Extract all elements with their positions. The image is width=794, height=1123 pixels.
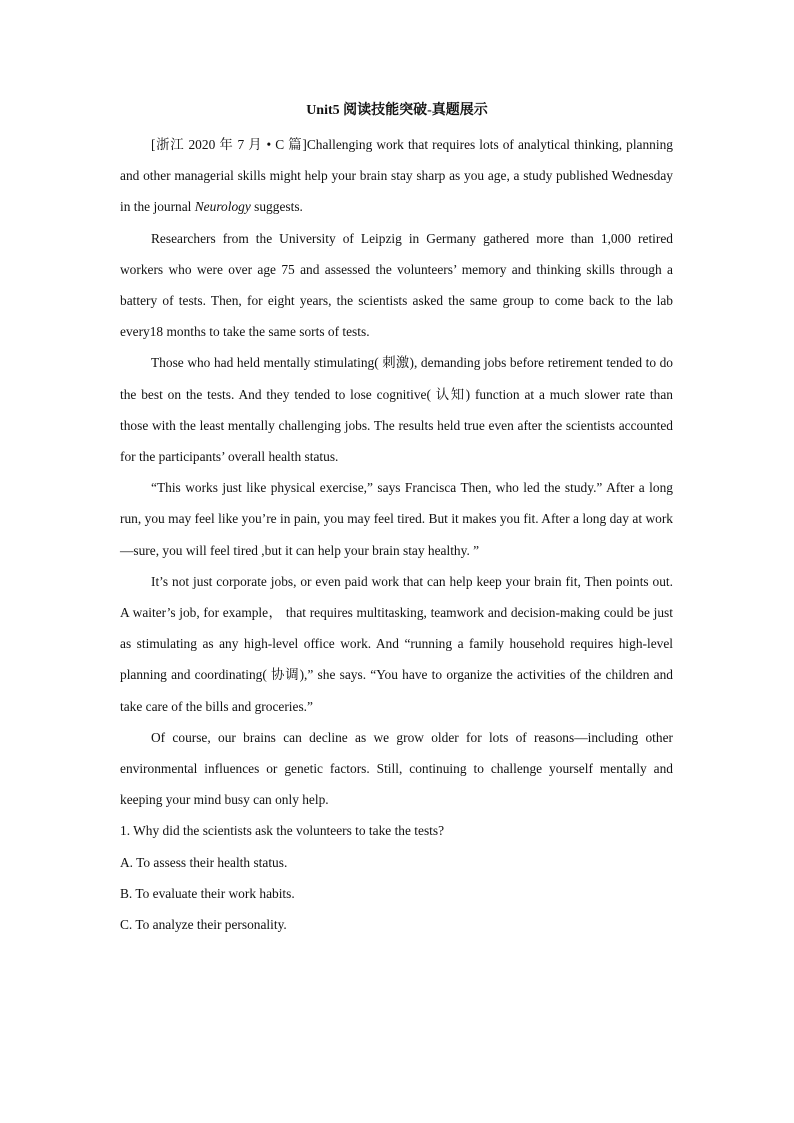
paragraph-5: It’s not just corporate jobs, or even paid work that can help keep your brain fit, Then points out. A waiter’s job, for example， that requires multitasking, teamwork and decision-making could be just as stimulating as any high-level office work. And “running a family household requires high-level planning and coordinating( 协调),” she says. “You have to organize the activities of the children and take care of the bills and groceries.”: [120, 573, 673, 714]
page-title: Unit5 阅读技能突破-真题展示: [306, 103, 488, 118]
question-stem: 1. Why did the scientists ask the volunteers to take the tests?: [120, 823, 445, 839]
paragraph-1-end: suggests.: [250, 199, 303, 215]
paragraph-1-intro: [浙江 2020 年 7 月 • C 篇]Challenging work that requires lots of analytical thinking, planning and other managerial skills might help your brain stay sharp as you age, a study published Wednesday in the journal: [120, 137, 673, 215]
paragraph-1: [120, 129, 673, 223]
passage-body: [120, 129, 673, 940]
paragraph-6: Of course, our brains can decline as we grow older for lots of reasons—including other environmental influences or genetic factors. Still, continuing to challenge yourself mentally and keeping your mind busy can only help.: [120, 729, 673, 808]
option-b: B. To evaluate their work habits.: [120, 885, 295, 901]
option-a: A. To assess their health status.: [120, 854, 288, 870]
option-c: C. To analyze their personality.: [120, 917, 287, 933]
paragraph-3: Those who had held mentally stimulating( 刺激), demanding jobs before retirement tended to do the best on the tests. And they tended to lose cognitive( 认知) function at a much slower rate than those with the least mentally challenging jobs. The results held true even after the scientists accounted for the participants’ overall health status.: [120, 355, 673, 465]
paragraph-4: “This works just like physical exercise,” says Francisca Then, who led the study.” After a long run, you may feel like you’re in pain, you may feel tired. But it makes you fit. After a long day at work—sure, you will feel tired ,but it can help your brain stay healthy. ”: [120, 480, 673, 558]
paragraph-2: Researchers from the University of Leipzig in Germany gathered more than 1,000 retired workers who were over age 75 and assessed the volunteers’ memory and thinking skills through a battery of tests. Then, for eight years, the scientists asked the same group to come back to the lab every18 months to take the same sorts of tests.: [120, 230, 673, 340]
journal-name: Neurology: [194, 199, 251, 215]
